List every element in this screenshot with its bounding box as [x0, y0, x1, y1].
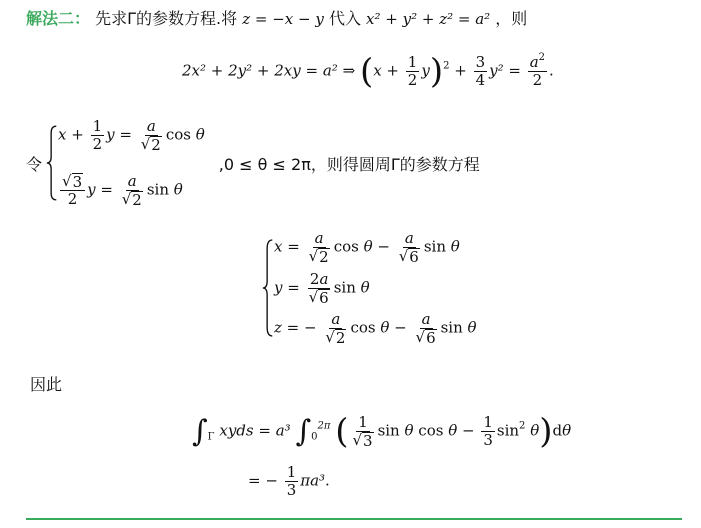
method-label: 解法二：: [26, 9, 91, 28]
eq1-arrow: ⇒: [342, 61, 356, 80]
param-x: x = a √ 2 cos θ − a √ 6 sin θ: [274, 229, 460, 266]
parametric-system: [262, 230, 477, 350]
eq1-end: .: [549, 61, 554, 80]
eq1-lhs: 2x² + 2y² + 2xy = a²: [182, 61, 338, 80]
into-text: 代入: [328, 9, 361, 28]
definite-integral-sign: ∫: [295, 414, 312, 449]
integral-line-1: $\int_\Gamma$ xyds = a³ $\int_0^{2\pi}$ ( 1 √ 3 sin θ cos θ − $\frac{1}{3}$ $\sin^2 \theta)d\theta$: [192, 411, 572, 452]
intro-text: 先求Γ的参数方程.将: [95, 9, 238, 28]
result-tail: πa³.: [300, 471, 330, 490]
eq1-rhs-tail: y² =: [489, 61, 521, 80]
integral-sign: ∫: [192, 414, 208, 449]
system-row-1: x + $\frac{1}{2}$ y = a √ 2 cos θ: [58, 117, 205, 154]
param-z: z = − a √ 2 cos θ − a √ 6 sin θ: [274, 310, 477, 347]
substitution-expr: z = −x − y: [242, 10, 324, 28]
integral-line-2: = − $\frac{1}{3}$ πa³.: [248, 463, 330, 499]
ling-text: 令: [26, 154, 43, 174]
system-row-2: √ 3 2 y = a √ 2 sin θ: [62, 172, 183, 209]
sphere-expr: x² + y² + z² = a²: [366, 10, 491, 28]
header-line: [26, 6, 527, 29]
therefore-text: 因此: [30, 375, 63, 394]
parameter-intro: [26, 118, 480, 208]
param-y: y = 2a √ 6 sin θ: [274, 269, 370, 307]
bottom-divider: [26, 518, 682, 520]
integral-prefix: xyds = a³: [219, 421, 291, 440]
condition-text: ,0 ≤ θ ≤ 2π，则得圆周Γ的参数方程: [218, 154, 480, 174]
equation-1: 2x² + 2y² + 2xy = a² ⇒ (x + $\frac{1}{2}$ y)$^2$ + $\frac{3}{4}$ y² = $\frac{a^2}{2}$ .: [182, 51, 554, 92]
substitution-system: [46, 118, 205, 208]
result-equals: = −: [248, 471, 278, 490]
then-text: ，则: [495, 9, 528, 28]
left-brace: [46, 118, 58, 208]
left-brace-2: [262, 230, 274, 346]
